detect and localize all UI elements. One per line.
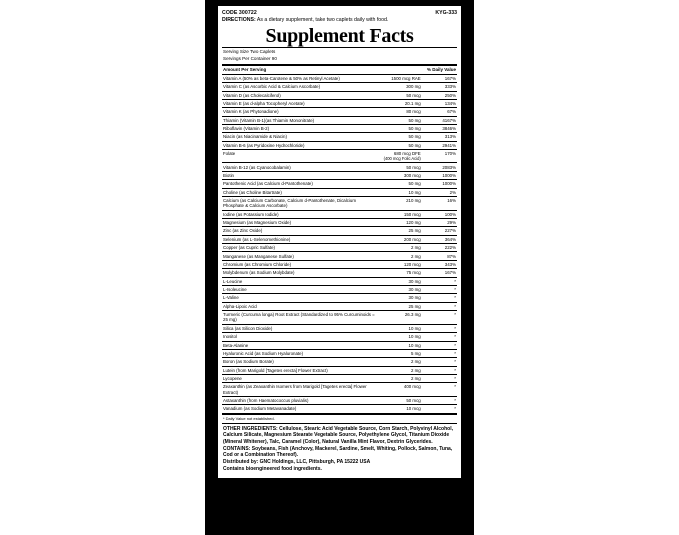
nutrient-name: Astaxanthin (from Haematococcus pluvialis) bbox=[222, 397, 377, 405]
table-row bbox=[222, 333, 457, 341]
facts-table bbox=[222, 66, 457, 413]
nutrient-name: Chromium (as Chromium Chloride) bbox=[222, 260, 377, 268]
nutrient-daily-value: 167% bbox=[422, 74, 457, 82]
table-row bbox=[222, 133, 457, 141]
label-header bbox=[222, 10, 457, 23]
nutrient-amount-value: 120 mg bbox=[406, 220, 421, 226]
nutrient-amount-value: 50 mg bbox=[408, 181, 421, 187]
nutrient-amount-value: 10 mg bbox=[408, 325, 421, 331]
nutrient-amount-value: 50 mg bbox=[408, 126, 421, 132]
table-row bbox=[222, 163, 457, 171]
nutrient-daily-value: 364% bbox=[422, 235, 457, 243]
table-row bbox=[222, 277, 457, 285]
nutrient-amount-value: 1500 mcg RAE bbox=[391, 75, 421, 81]
table-row bbox=[222, 83, 457, 91]
nutrient-daily-value: * bbox=[422, 366, 457, 374]
table-row bbox=[222, 125, 457, 133]
nutrient-amount-value: 5 mg bbox=[410, 350, 421, 356]
label-left-margin bbox=[205, 0, 218, 535]
nutrient-daily-value: 222% bbox=[422, 244, 457, 252]
serving-size: Serving Size Two Caplets bbox=[223, 49, 276, 54]
servings-per-container: Servings Per Container 90 bbox=[223, 55, 277, 61]
nutrient-amount-value: 200 mcg bbox=[403, 236, 421, 242]
panel-title: Supplement Facts bbox=[265, 25, 414, 47]
nutrient-name: Magnesium (as Magnesium Oxide) bbox=[222, 218, 377, 226]
nutrient-amount bbox=[377, 235, 422, 243]
nutrient-name: Calcium (as Calcium Carbonate, Calcium d-Pantothenate, Dicalcium Phosphate & Calcium Ascorbate) bbox=[222, 196, 377, 210]
nutrient-amount-value: 2 mg bbox=[410, 253, 421, 259]
nutrient-daily-value: 1000% bbox=[422, 180, 457, 188]
nutrient-name: Copper (as Cupric Sulfate) bbox=[222, 244, 377, 252]
nutrient-name: Vitamin E (as d-alpha Tocopheryl Acetate) bbox=[222, 99, 377, 107]
nutrient-daily-value: 227% bbox=[422, 227, 457, 235]
other-ingredients-text: Cellulose, Stearic Acid Vegetable Source, Corn Starch, Polyvinyl Alcohol, Calcium Silicate, Magnesium Stearate Vegetable Source, Polyethylene Glycol, Titanium Dioxide (Mineral Whitener), Talc, Caramel (Color), Natural Vanilla Mint Flavor, Dextrin Glycerides. bbox=[223, 425, 453, 445]
distributor bbox=[223, 459, 456, 466]
nutrient-amount bbox=[377, 74, 422, 82]
table-row bbox=[222, 91, 457, 99]
nutrient-name: Vitamin B-12 (as Cyanocobalamin) bbox=[222, 163, 377, 171]
facts-column-header bbox=[222, 66, 457, 74]
nutrient-daily-value: 2083% bbox=[422, 163, 457, 171]
nutrient-daily-value: * bbox=[422, 358, 457, 366]
nutrient-daily-value: 2941% bbox=[422, 141, 457, 149]
header-left bbox=[222, 10, 429, 23]
nutrient-amount bbox=[377, 188, 422, 196]
nutrient-amount bbox=[377, 108, 422, 116]
nutrient-amount bbox=[377, 260, 422, 268]
nutrient-amount-value: 10 mg bbox=[408, 342, 421, 348]
nutrient-amount bbox=[377, 252, 422, 260]
supplement-label bbox=[205, 0, 474, 535]
footnote: * Daily Value not established. bbox=[223, 415, 275, 421]
nutrient-amount bbox=[377, 349, 422, 357]
label-panel bbox=[218, 6, 461, 478]
nutrient-amount bbox=[377, 302, 422, 310]
nutrient-name: Vitamin C (as Ascorbic Acid & Calcium Ascorbate) bbox=[222, 83, 377, 91]
nutrient-daily-value: 313% bbox=[422, 133, 457, 141]
nutrient-amount bbox=[377, 285, 422, 293]
nutrient-name: Selenium (as L-Selenomethionine) bbox=[222, 235, 377, 243]
distributed-text: GNC Holdings, LLC, Pittsburgh, PA 15222 USA bbox=[258, 459, 371, 466]
directions-label: DIRECTIONS: bbox=[222, 16, 256, 23]
nutrient-amount-value: 680 mcg DFE bbox=[393, 151, 421, 157]
table-row bbox=[222, 324, 457, 332]
nutrient-amount bbox=[377, 294, 422, 302]
nutrient-name: Vitamin D (as Cholecalciferol) bbox=[222, 91, 377, 99]
table-row bbox=[222, 349, 457, 357]
nutrient-amount-value: 210 mg bbox=[406, 198, 421, 203]
other-ingredients bbox=[223, 426, 456, 446]
nutrient-amount bbox=[377, 227, 422, 235]
table-row bbox=[222, 375, 457, 383]
nutrient-daily-value: 167% bbox=[422, 269, 457, 277]
nutrient-amount bbox=[377, 99, 422, 107]
nutrient-daily-value: 4167% bbox=[422, 116, 457, 124]
nutrient-amount-value: 30 mg bbox=[408, 278, 421, 284]
directions-text: As a dietary supplement, take two caplets daily with food. bbox=[255, 16, 389, 23]
nutrient-amount bbox=[377, 196, 422, 210]
nutrient-name: Riboflavin (Vitamin B-2) bbox=[222, 125, 377, 133]
nutrient-daily-value: 250% bbox=[422, 91, 457, 99]
nutrient-amount bbox=[377, 171, 422, 179]
sku-code: KYG-333 bbox=[435, 10, 457, 16]
nutrient-name: Vanadium (as Sodium Metavanadate) bbox=[222, 405, 377, 413]
nutrient-amount bbox=[377, 397, 422, 405]
nutrient-amount bbox=[377, 150, 422, 163]
nutrient-amount bbox=[377, 358, 422, 366]
other-ingredients-label: OTHER INGREDIENTS: bbox=[223, 425, 278, 432]
table-row bbox=[222, 341, 457, 349]
table-row bbox=[222, 116, 457, 124]
nutrient-amount-value: 10 mcg bbox=[406, 406, 421, 412]
nutrient-name: Hyaluronic Acid (as Sodium Hyaluronate) bbox=[222, 349, 377, 357]
nutrient-daily-value: * bbox=[422, 333, 457, 341]
nutrient-amount-value: 2 mg bbox=[410, 367, 421, 373]
ingredients-block bbox=[222, 424, 457, 473]
nutrient-daily-value: * bbox=[422, 302, 457, 310]
table-row bbox=[222, 188, 457, 196]
nutrient-name: Vitamin K (as Phytonadione) bbox=[222, 108, 377, 116]
nutrient-amount-value: 25 mg bbox=[408, 228, 421, 234]
nutrient-amount-value: 2 mg bbox=[410, 359, 421, 365]
nutrient-amount bbox=[377, 366, 422, 374]
nutrient-daily-value: 333% bbox=[422, 83, 457, 91]
nutrient-amount bbox=[377, 133, 422, 141]
table-row bbox=[222, 383, 457, 397]
nutrient-daily-value: * bbox=[422, 405, 457, 413]
bioengineered-statement bbox=[223, 466, 456, 473]
nutrient-name: Lutein (from Marigold [Tagetes erecta] Flower Extract) bbox=[222, 366, 377, 374]
nutrient-amount bbox=[377, 141, 422, 149]
nutrient-amount bbox=[377, 375, 422, 383]
nutrient-amount bbox=[377, 180, 422, 188]
nutrient-amount bbox=[377, 163, 422, 171]
nutrient-amount bbox=[377, 405, 422, 413]
nutrient-amount-value: 50 mcg bbox=[406, 92, 421, 98]
contains-text: Soybeans, Fish (Anchovy, Mackerel, Sardine, Smelt, Whiting, Pollock, Salmon, Tuna, Cod or a Combination Thereof). bbox=[223, 445, 453, 459]
table-row bbox=[222, 150, 457, 163]
nutrient-amount bbox=[377, 210, 422, 218]
nutrient-name: Inositol bbox=[222, 333, 377, 341]
nutrient-amount-value: 10 mg bbox=[408, 189, 421, 195]
nutrient-amount-value: 80 mcg bbox=[406, 109, 421, 115]
nutrient-amount-value: 10 mg bbox=[408, 334, 421, 340]
product-code: CODE 300722 bbox=[222, 10, 257, 16]
table-row bbox=[222, 302, 457, 310]
nutrient-amount-value: 25 mg bbox=[408, 303, 421, 309]
amount-per-serving-header: Amount Per Serving bbox=[222, 66, 377, 74]
serving-info bbox=[222, 48, 457, 63]
table-row bbox=[222, 180, 457, 188]
nutrient-daily-value: 100% bbox=[422, 210, 457, 218]
table-row bbox=[222, 252, 457, 260]
nutrient-name: Molybdenum (as Sodium Molybdate) bbox=[222, 269, 377, 277]
nutrient-daily-value: * bbox=[422, 324, 457, 332]
table-row bbox=[222, 244, 457, 252]
label-right-margin bbox=[461, 0, 474, 535]
nutrient-name: Folate bbox=[222, 150, 377, 163]
nutrient-name: Choline (as Choline Bitartrate) bbox=[222, 188, 377, 196]
amount-spacer bbox=[377, 66, 422, 74]
nutrient-amount bbox=[377, 125, 422, 133]
nutrient-name: Biotin bbox=[222, 171, 377, 179]
nutrient-daily-value: 87% bbox=[422, 252, 457, 260]
table-row bbox=[222, 285, 457, 293]
nutrient-name: Niacin (as Niacinamide & Niacin) bbox=[222, 133, 377, 141]
table-row bbox=[222, 269, 457, 277]
distributed-label: Distributed by: bbox=[223, 459, 259, 466]
nutrient-name: Beta-Alanine bbox=[222, 341, 377, 349]
nutrient-daily-value: * bbox=[422, 277, 457, 285]
nutrient-amount bbox=[377, 341, 422, 349]
nutrient-daily-value: 3846% bbox=[422, 125, 457, 133]
nutrient-daily-value: 16% bbox=[422, 196, 457, 210]
nutrient-daily-value: * bbox=[422, 294, 457, 302]
nutrient-amount-value: 50 mg bbox=[408, 142, 421, 148]
table-row bbox=[222, 366, 457, 374]
table-row bbox=[222, 294, 457, 302]
nutrient-amount-value: 75 mcg bbox=[406, 270, 421, 276]
contains-label: CONTAINS: bbox=[223, 445, 251, 452]
nutrient-name: L-Leucine bbox=[222, 277, 377, 285]
nutrient-daily-value: * bbox=[422, 375, 457, 383]
nutrient-amount bbox=[377, 83, 422, 91]
table-row bbox=[222, 405, 457, 413]
table-row bbox=[222, 235, 457, 243]
nutrient-daily-value: * bbox=[422, 383, 457, 397]
table-row bbox=[222, 210, 457, 218]
directions bbox=[222, 17, 429, 24]
nutrient-amount-value: 400 mcg bbox=[403, 384, 421, 390]
nutrient-amount-value: 2 mg bbox=[410, 376, 421, 382]
nutrient-name: Boron (as Sodium Borate) bbox=[222, 358, 377, 366]
table-row bbox=[222, 397, 457, 405]
nutrient-daily-value: * bbox=[422, 285, 457, 293]
nutrient-name: Silica (as Silicon Dioxide) bbox=[222, 324, 377, 332]
table-row bbox=[222, 311, 457, 325]
nutrient-name: Alpha-Lipoic Acid bbox=[222, 302, 377, 310]
nutrient-daily-value: 134% bbox=[422, 99, 457, 107]
nutrient-name: L-Isoleucine bbox=[222, 285, 377, 293]
nutrient-name: Lycopene bbox=[222, 375, 377, 383]
nutrient-amount bbox=[377, 333, 422, 341]
table-row bbox=[222, 260, 457, 268]
nutrient-amount-value: 20.1 mg bbox=[404, 100, 421, 106]
nutrient-amount-value: 30 mg bbox=[408, 295, 421, 301]
nutrient-daily-value: * bbox=[422, 397, 457, 405]
nutrient-name: Thiamin (Vitamin B-1)(as Thiamin Mononitrate) bbox=[222, 116, 377, 124]
nutrient-name: Turmeric (Curcuma longa) Root Extract (Standardized to 95% Curcuminoids = 25 mg) bbox=[222, 311, 377, 325]
table-row bbox=[222, 227, 457, 235]
nutrient-name: Zinc (as Zinc Oxide) bbox=[222, 227, 377, 235]
table-row bbox=[222, 218, 457, 226]
nutrient-amount-value: 50 mg bbox=[408, 134, 421, 140]
nutrient-amount-value: 50 mcg bbox=[406, 398, 421, 404]
nutrient-amount bbox=[377, 311, 422, 325]
daily-value-header: % Daily Value bbox=[422, 66, 457, 74]
table-row bbox=[222, 358, 457, 366]
nutrient-amount-value: 26.3 mg bbox=[404, 312, 421, 318]
table-row bbox=[222, 74, 457, 82]
table-row bbox=[222, 196, 457, 210]
nutrient-daily-value: * bbox=[422, 341, 457, 349]
nutrient-daily-value: 170% bbox=[422, 150, 457, 163]
nutrient-daily-value: 67% bbox=[422, 108, 457, 116]
nutrient-amount-value: 2 mg bbox=[410, 245, 421, 251]
nutrient-amount bbox=[377, 91, 422, 99]
nutrient-amount bbox=[377, 244, 422, 252]
nutrient-amount-value: 120 mcg bbox=[403, 261, 421, 267]
nutrient-daily-value: 343% bbox=[422, 260, 457, 268]
table-row bbox=[222, 141, 457, 149]
nutrient-amount-value: 150 mcg bbox=[403, 211, 421, 217]
nutrient-amount-value: 300 mg bbox=[406, 84, 421, 90]
table-row bbox=[222, 108, 457, 116]
nutrient-name: L-Valine bbox=[222, 294, 377, 302]
nutrient-amount-value: 30 mg bbox=[408, 287, 421, 293]
facts-body bbox=[222, 66, 457, 413]
nutrient-amount bbox=[377, 383, 422, 397]
nutrient-name: Manganese (as Manganese Sulfate) bbox=[222, 252, 377, 260]
nutrient-amount bbox=[377, 324, 422, 332]
nutrient-daily-value: 29% bbox=[422, 218, 457, 226]
table-row bbox=[222, 99, 457, 107]
nutrient-amount-sub: (400 mcg Folic Acid) bbox=[383, 155, 421, 161]
table-row bbox=[222, 171, 457, 179]
nutrient-amount bbox=[377, 277, 422, 285]
bioengineered-text: Contains bioengineered food ingredients. bbox=[223, 466, 322, 473]
nutrient-amount bbox=[377, 269, 422, 277]
nutrient-name: Zeaxanthin (as Zeaxanthin Isomers from Marigold [Tagetes erecta] Flower Extract) bbox=[222, 383, 377, 397]
nutrient-name: Vitamin A (50% as beta-Carotene & 50% as Retinyl Acetate) bbox=[222, 74, 377, 82]
nutrient-name: Pantothenic Acid (as Calcium d-Pantothenate) bbox=[222, 180, 377, 188]
nutrient-name: Iodine (as Potassium Iodide) bbox=[222, 210, 377, 218]
nutrient-amount bbox=[377, 116, 422, 124]
nutrient-daily-value: * bbox=[422, 311, 457, 325]
nutrient-amount-value: 50 mg bbox=[408, 117, 421, 123]
contains-allergens bbox=[223, 446, 456, 459]
nutrient-amount-value: 300 mcg bbox=[403, 172, 421, 178]
nutrient-daily-value: 2% bbox=[422, 188, 457, 196]
nutrient-daily-value: 1000% bbox=[422, 171, 457, 179]
nutrient-amount bbox=[377, 218, 422, 226]
nutrient-amount-value: 50 mcg bbox=[406, 164, 421, 170]
nutrient-daily-value: * bbox=[422, 349, 457, 357]
nutrient-name: Vitamin B-6 (as Pyridoxine Hydrochloride) bbox=[222, 141, 377, 149]
